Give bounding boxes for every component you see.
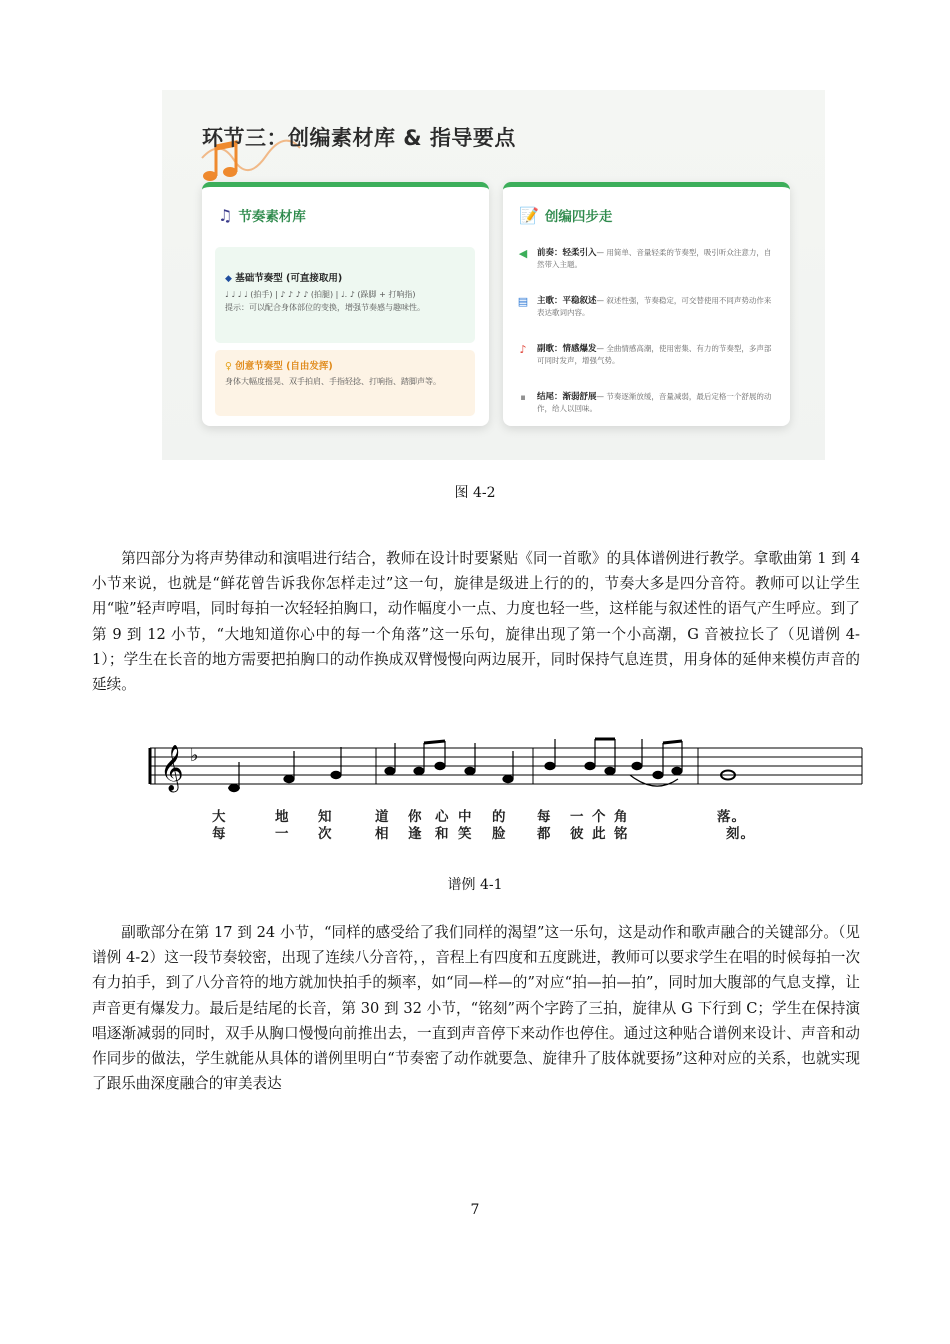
svg-text:𝄞: 𝄞	[160, 745, 184, 791]
document-icon: ▤	[517, 295, 529, 308]
diamond-icon: ◆	[225, 274, 232, 284]
svg-text:♭: ♭	[190, 745, 199, 766]
step-verse: ▤ 主歌：平稳叙述— 叙述性强，节奏稳定，可交替使用不同声势动作来表达歌词内容。	[517, 295, 772, 317]
step-prelude: ◀ 前奏：轻柔引入— 用简单、音量轻柔的节奏型，吸引听众注意力，自然带入主题。	[518, 247, 772, 269]
lyrics-line-1: 大	[212, 809, 227, 825]
basic-rhythm-box: ◆ 基础节奏型 (可直接取用) ♩ ♩ ♩ ♩ (拍手) | ♪ ♪ ♪ ♪ (拍腿) | ♩. ♪ (跺脚 + 打响指) 提示：可以配合身体部位的变换，增强节奏感与趣味性。	[215, 247, 475, 343]
lyrics-line-2: 每	[212, 826, 227, 842]
paragraph-2: 副歌部分在第 17 到 24 小节，“同样的感受给了我们同样的渴望”这一乐句，这是动作和歌声融合的关键部分。（见谱例 4-2）这一段节奏较密，出现了连续八分音符，，音程上有四度和五度跳进，教师可以要求学生在唱的时候每拍一次有力拍手，到了八分音符的地方就加快拍手的频率，如“同—样—的”对应“拍—拍—拍”，同时加大腹部的气息支撑，让声音更有爆发力。最后是结尾的长音，第 30 到 32 小节，“铭刻”两个字跨了三拍，旋律从 G 下行到 C；学生在保持演唱逐渐减弱的同时，双手从胸口慢慢向前推出去，一直到声音停下来动作也停住。通过这种贴合谱例来设计、声音和动作同步的做法，学生就能从具体的谱例里明白“节奏密了动作就要急、旋律升了肢体就要扬”这种对应的关系，也就实现了跟乐曲深度融合的审美表达	[92, 924, 860, 1093]
figure-caption: 图 4-2	[454, 485, 496, 501]
lightbulb-icon: ♀	[225, 361, 232, 372]
slide-title: 环节三：创编素材库 & 指导要点	[202, 126, 516, 150]
basic-rhythm-line: ♩ ♩ ♩ ♩ (拍手) | ♪ ♪ ♪ ♪ (拍腿) | ♩. ♪ (跺脚 + 打响指)	[225, 290, 416, 299]
note-icon: ♪	[519, 343, 527, 356]
pause-icon: ⏸	[520, 391, 526, 404]
music-note-icon: ♫	[218, 205, 233, 225]
score-example: 𝄞 ♭ 大 每 地 一 知 次 道 相 你 逢 心 和 中 笑 的 脸 每 都 一 彼 个 此 角 铭 落。 刻。	[140, 735, 865, 855]
notepad-icon: 📝	[519, 205, 539, 225]
basic-rhythm-hint: 提示：可以配合身体部位的变换，增强节奏感与趣味性。	[225, 303, 425, 312]
figure-slide	[162, 90, 825, 460]
step-ending: ⏸ 结尾：渐弱舒展— 节奏逐渐放缓，音量减弱，最后定格一个舒展的动作，给人以回味。	[517, 391, 776, 415]
score-caption: 谱例 4-1	[447, 877, 503, 893]
creative-rhythm-box: ♀ 创意节奏型 (自由发挥) 身体大幅度摇晃、双手拍肩、手指轻捻、打响指、踏脚声等。	[215, 350, 475, 416]
page-number: 7	[470, 1202, 480, 1218]
card-heading: 📝 创编四步走	[519, 205, 613, 225]
paragraph-1: 第四部分为将声势律动和演唱进行结合，教师在设计时要紧贴《同一首歌》的具体谱例进行教学。拿歌曲第 1 到 4 小节来说，也就是“鲜花曾告诉我你怎样走过”这一句，旋律是级进上行的的，节奏大多是四分音符。教师可以让学生用“啦”轻声哼唱，同时每拍一次轻轻拍胸口，动作幅度小一点、力度也轻一些，这样能与叙述性的语气产生呼应。到了第 9 到 12 小节，“大地知道你心中的每一个角落”这一乐句，旋律出现了第一个小高潮，G 音被拉长了（见谱例 4-1）；学生在长音的地方需要把拍胸口的动作换成双臂慢慢向两边展开，同时保持气息连贯，用身体的延伸来模仿声音的延续。	[92, 550, 860, 694]
creative-rhythm-text: 身体大幅度摇晃、双手拍肩、手指轻捻、打响指、踏脚声等。	[225, 377, 441, 386]
step-chorus: ♪ 副歌：情感爆发— 全曲情感高潮，使用密集、有力的节奏型，多声部可同时发声，增强气势。	[517, 343, 776, 367]
card-heading: ♫ 节奏素材库	[218, 205, 306, 225]
staff	[140, 735, 865, 805]
speaker-icon: ◀	[518, 247, 528, 260]
four-steps-card	[503, 182, 790, 426]
rhythm-library-card	[202, 182, 489, 426]
